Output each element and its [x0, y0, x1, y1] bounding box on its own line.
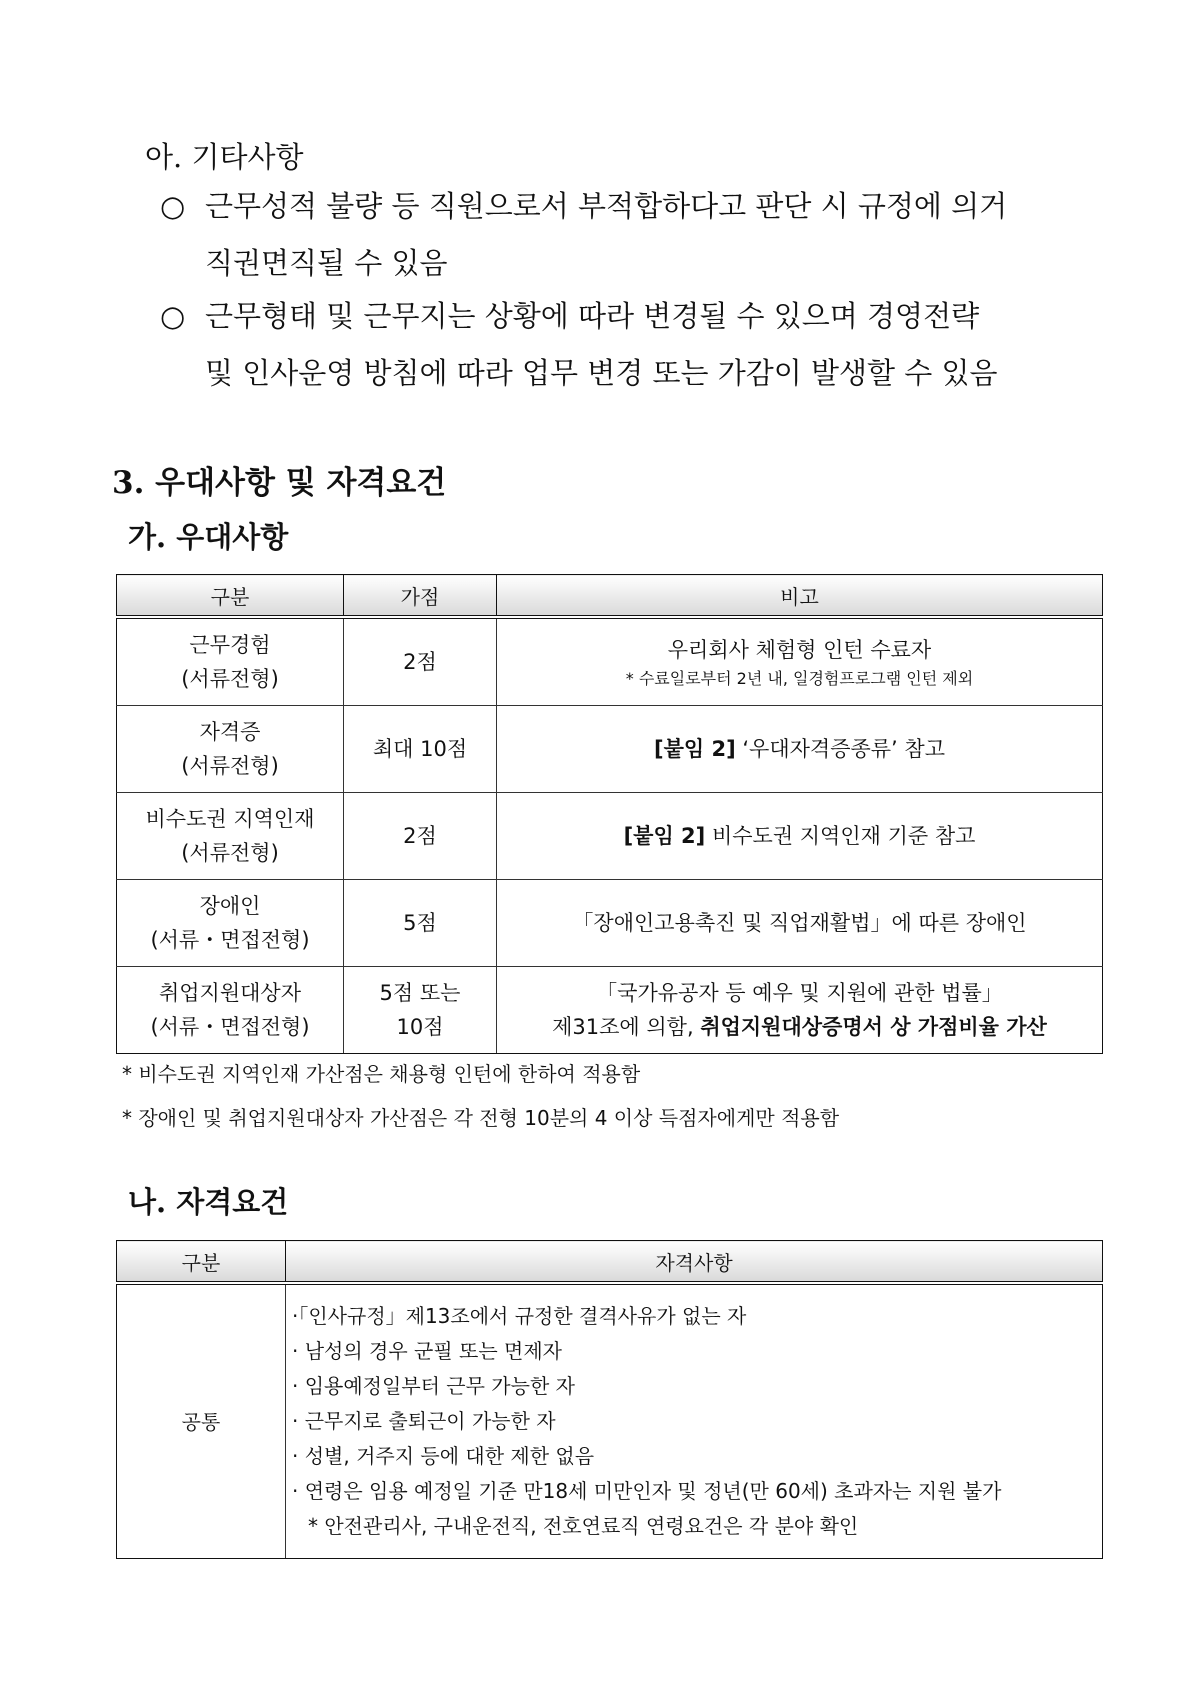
- qualification-list: [286, 1283, 1103, 1559]
- row-points: [344, 967, 497, 1054]
- note-main: 우리회사 체험형 인턴 수료자: [667, 638, 932, 662]
- list-item: · 근무지로 출퇴근이 가능한 자: [292, 1409, 556, 1433]
- header-note: 비고: [497, 575, 1103, 618]
- row-points: 2점: [344, 617, 497, 706]
- table-row: [117, 793, 1103, 880]
- row-note: [497, 617, 1103, 706]
- list-item: · 임용예정일부터 근무 가능한 자: [292, 1374, 575, 1398]
- category-label: 장애인: [199, 894, 261, 918]
- list-item: · 남성의 경우 군필 또는 면제자: [292, 1339, 562, 1363]
- row-points: 2점: [344, 793, 497, 880]
- qualification-title: 나. 자격요건: [128, 1185, 289, 1219]
- row-note: [497, 967, 1103, 1054]
- header-points: 가점: [344, 575, 497, 618]
- category-label: 근무경험: [189, 633, 271, 657]
- list-item: ·「인사규정」제13조에서 규정한 결격사유가 없는 자: [292, 1304, 747, 1328]
- header-qualification: 자격사항: [286, 1241, 1103, 1284]
- footnote: * 장애인 및 취업지원대상자 가산점은 각 전형 10분의 4 이상 득점자에게만 적용함: [122, 1106, 840, 1130]
- bullet-line: 근무형태 및 근무지는 상황에 따라 변경될 수 있으며 경영전략: [205, 299, 980, 333]
- table-row: [117, 967, 1103, 1054]
- row-category: [117, 880, 344, 967]
- note-text: 제31조에 의함,: [552, 1015, 701, 1039]
- note-line: 「국가유공자 등 예우 및 지원에 관한 법률」: [596, 981, 1003, 1005]
- stage-label: (서류・면접전형): [150, 928, 310, 952]
- table-header-row: [117, 1241, 1103, 1284]
- stage-label: (서류전형): [181, 841, 279, 865]
- list-sub-note: * 안전관리사, 구내운전직, 전호연료직 연령요건은 각 분야 확인: [308, 1514, 859, 1538]
- header-category: 구분: [117, 1241, 286, 1284]
- row-category: [117, 793, 344, 880]
- table-row: [117, 706, 1103, 793]
- qualification-table: [116, 1240, 1103, 1559]
- preference-table: [116, 574, 1103, 1054]
- points-line: 10점: [396, 1015, 444, 1039]
- row-points: 5점: [344, 880, 497, 967]
- stage-label: (서류・면접전형): [150, 1015, 310, 1039]
- bullet-line: 직권면직될 수 있음: [205, 246, 448, 280]
- attachment-ref: [붙임 2]: [623, 824, 706, 848]
- footnote: * 비수도권 지역인재 가산점은 채용형 인턴에 한하여 적용함: [122, 1062, 641, 1086]
- row-points: 최대 10점: [344, 706, 497, 793]
- row-category: [117, 706, 344, 793]
- note-line: [498, 1010, 1101, 1044]
- stage-label: (서류전형): [181, 754, 279, 778]
- table-header-row: [117, 575, 1103, 618]
- bullet-line: 근무성적 불량 등 직원으로서 부적합하다고 판단 시 규정에 의거: [205, 189, 1008, 223]
- table-row: [117, 880, 1103, 967]
- circle-bullet-icon: ○: [160, 189, 186, 223]
- circle-bullet-icon: ○: [160, 299, 186, 333]
- attachment-ref: [붙임 2]: [654, 737, 736, 761]
- row-note: [497, 793, 1103, 880]
- note-text: ‘우대자격증종류’ 참고: [735, 737, 945, 761]
- row-category: 공통: [117, 1283, 286, 1559]
- bullet-line: 및 인사운영 방침에 따라 업무 변경 또는 가감이 발생할 수 있음: [205, 356, 998, 390]
- category-label: 비수도권 지역인재: [145, 807, 315, 831]
- points-line: 5점 또는: [379, 981, 461, 1005]
- preference-title: 가. 우대사항: [128, 520, 289, 554]
- note-text: 비수도권 지역인재 기준 참고: [705, 824, 976, 848]
- list-item: · 성별, 거주지 등에 대한 제한 없음: [292, 1444, 595, 1468]
- section-title: 3. 우대사항 및 자격요건: [112, 465, 447, 501]
- row-note: [497, 706, 1103, 793]
- table-row: [117, 617, 1103, 706]
- row-note: 「장애인고용촉진 및 직업재활법」에 따른 장애인: [497, 880, 1103, 967]
- list-item: · 연령은 임용 예정일 기준 만18세 미만인자 및 정년(만 60세) 초과자는 지원 불가: [292, 1479, 1002, 1503]
- row-category: [117, 967, 344, 1054]
- header-category: 구분: [117, 575, 344, 618]
- row-category: [117, 617, 344, 706]
- category-label: 자격증: [199, 720, 261, 744]
- stage-label: (서류전형): [181, 667, 279, 691]
- note-emphasis: 취업지원대상증명서 상 가점비율 가산: [700, 1015, 1047, 1039]
- category-label: 취업지원대상자: [158, 981, 301, 1005]
- table-row: [117, 1283, 1103, 1559]
- note-sub: * 수료일로부터 2년 내, 일경험프로그램 인턴 제외: [625, 669, 974, 688]
- misc-heading: 아. 기타사항: [145, 140, 304, 174]
